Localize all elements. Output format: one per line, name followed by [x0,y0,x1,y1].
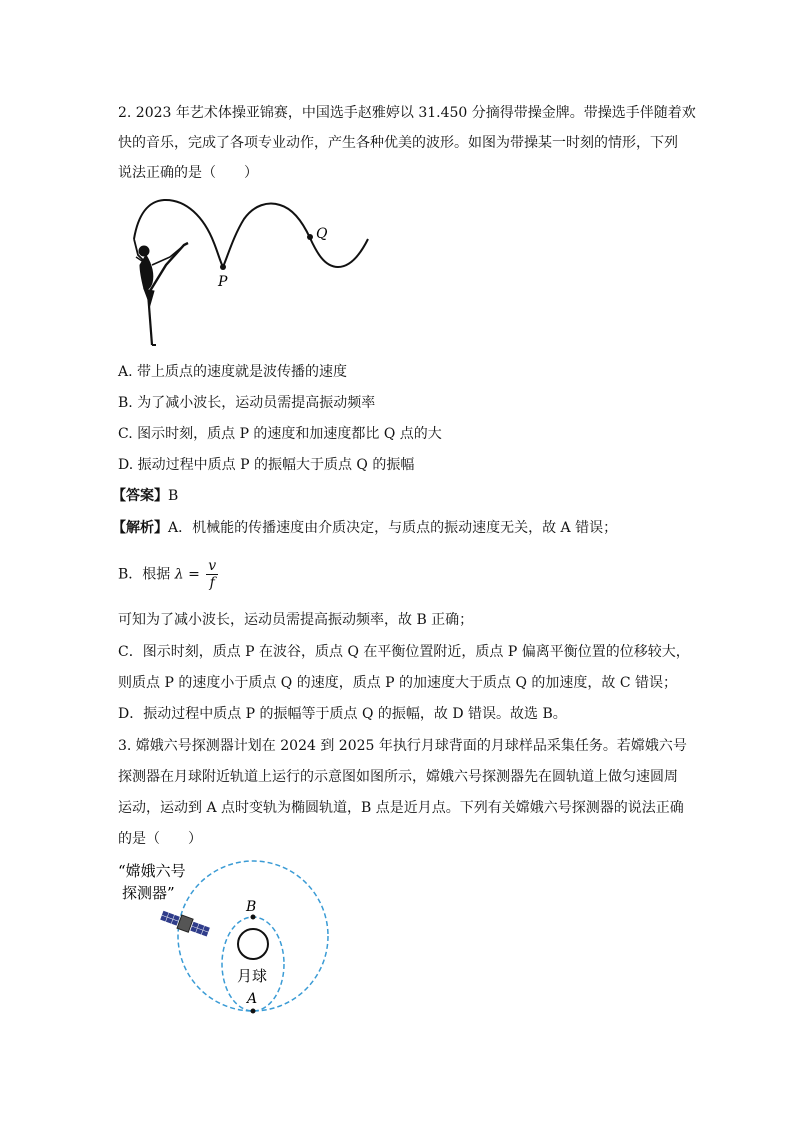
q2-stem-line-2: 快的音乐，完成了各项专业动作，产生各种优美的波形。如图为带操某一时刻的情形，下列 [118,135,678,151]
lambda-equals: λ = [174,566,200,583]
q2-option-c: C. 图示时刻，质点 P 的速度和加速度都比 Q 点的大 [118,426,442,442]
point-b-label: B [246,899,257,915]
point-b-dot [251,915,256,920]
probe-label-line-1: “嫦娥六号 [118,862,186,880]
ribbon-wave-figure [126,195,376,347]
point-p-dot [220,264,226,270]
q2-analysis-a [112,518,617,538]
q2-analysis-d: D．振动过程中质点 P 的振幅等于质点 Q 的振幅，故 D 错误。故选 B。 [118,706,567,722]
q3-stem-line-3: 运动，运动到 A 点时变轨为椭圆轨道，B 点是近月点。下列有关嫦娥六号探测器的说法正确 [118,800,684,816]
fraction-numerator: v [208,558,217,574]
orbit-figure [114,856,334,1018]
wavelength-fraction [206,558,218,591]
point-p-label: P [218,274,228,290]
q2-option-a: A. 带上质点的速度就是波传播的速度 [118,364,348,380]
q2-analysis-c-line-1: C．图示时刻，质点 P 在波谷，质点 Q 在平衡位置附近，质点 P 偏离平衡位置的位移较大， [118,644,690,660]
answer-value: B [168,488,179,504]
point-q-label: Q [316,226,328,242]
satellite-icon [159,909,211,939]
point-a-dot [251,1009,256,1014]
moon-label: 月球 [237,967,268,985]
moon-circle [238,929,268,959]
probe-label-line-2: 探测器” [122,884,175,902]
q2-analysis-b-formula [118,558,218,591]
analysis-tag: 【解析】 [112,520,168,536]
q3-stem-line-2: 探测器在月球附近轨道上运行的示意图如图所示，嫦娥六号探测器先在圆轨道上做匀速圆周 [118,769,678,785]
q3-stem-line-4: 的是（ ） [118,831,202,847]
point-q-dot [307,234,313,240]
point-a-label: A [247,991,258,1007]
q2-option-b: B. 为了减小波长，运动员需提高振动频率 [118,395,376,411]
q2-analysis-b-conclusion: 可知为了减小波长，运动员需提高振动频率，故 B 正确； [118,612,474,628]
q2-analysis-c-line-2: 则质点 P 的速度小于质点 Q 的速度，质点 P 的加速度大于质点 Q 的加速度，故 C 错误； [118,675,678,691]
fraction-denominator: f [209,575,215,591]
analysis-b-prefix: B．根据 [118,566,171,583]
gymnast-figure [134,239,188,345]
q2-option-d: D. 振动过程中质点 P 的振幅大于质点 Q 的振幅 [118,457,415,473]
q3-stem-line-1: 3. 嫦娥六号探测器计划在 2024 到 2025 年执行月球背面的月球样品采集任务。若嫦娥六号 [118,738,687,754]
q2-stem-line-3: 说法正确的是（ ） [118,165,258,181]
answer-tag: 【答案】 [112,488,168,504]
q2-answer [112,486,178,506]
analysis-a-text: A．机械能的传播速度由介质决定，与质点的振动速度无关，故 A 错误； [168,520,618,536]
q2-stem-line-1: 2. 2023 年艺术体操亚锦赛，中国选手赵雅婷以 31.450 分摘得带操金牌。带操选手伴随着欢 [118,105,696,121]
